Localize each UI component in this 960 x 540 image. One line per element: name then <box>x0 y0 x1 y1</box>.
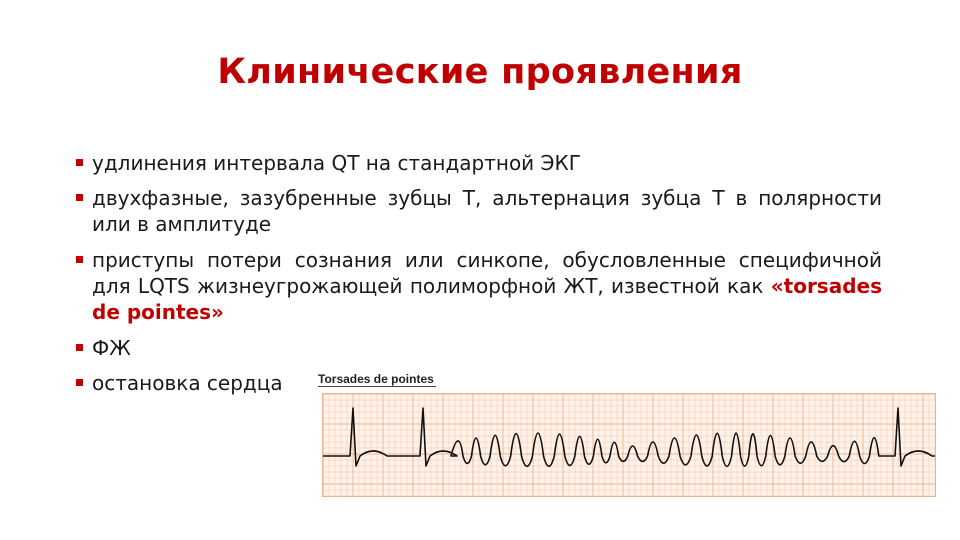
ecg-caption: Torsades de pointes <box>318 372 434 386</box>
square-bullet-icon <box>76 344 83 351</box>
slide-title: Клинические проявления <box>217 52 743 92</box>
square-bullet-icon <box>76 159 83 166</box>
square-bullet-icon <box>76 194 83 201</box>
bullet-item-t-wave <box>76 185 882 237</box>
bullet-text: удлинения интервала QT на стандартной ЭКГ <box>92 151 581 175</box>
bullet-text: ФЖ <box>92 336 131 360</box>
bullet-item-syncope <box>76 247 882 325</box>
bullet-item-qt <box>76 150 882 176</box>
bullet-text: остановка сердца <box>92 371 283 395</box>
bullet-text: двухфазные, зазубренные зубцы T, альтернация зубца T в полярности или в амплитуде <box>92 186 882 236</box>
square-bullet-icon <box>76 379 83 386</box>
bullet-list <box>76 150 882 405</box>
bullet-text: приступы потери сознания или синкопе, обусловленные специфичной для LQTS жизнеугрожающей полиморфной ЖТ, известной как <box>92 248 882 298</box>
ecg-caption-underline <box>318 386 436 387</box>
ecg-strip <box>322 393 936 497</box>
bullet-item-vf <box>76 335 882 361</box>
square-bullet-icon <box>76 256 83 263</box>
ecg-grid <box>323 394 935 496</box>
bullet-highlight: «torsades de pointes» <box>92 274 882 324</box>
